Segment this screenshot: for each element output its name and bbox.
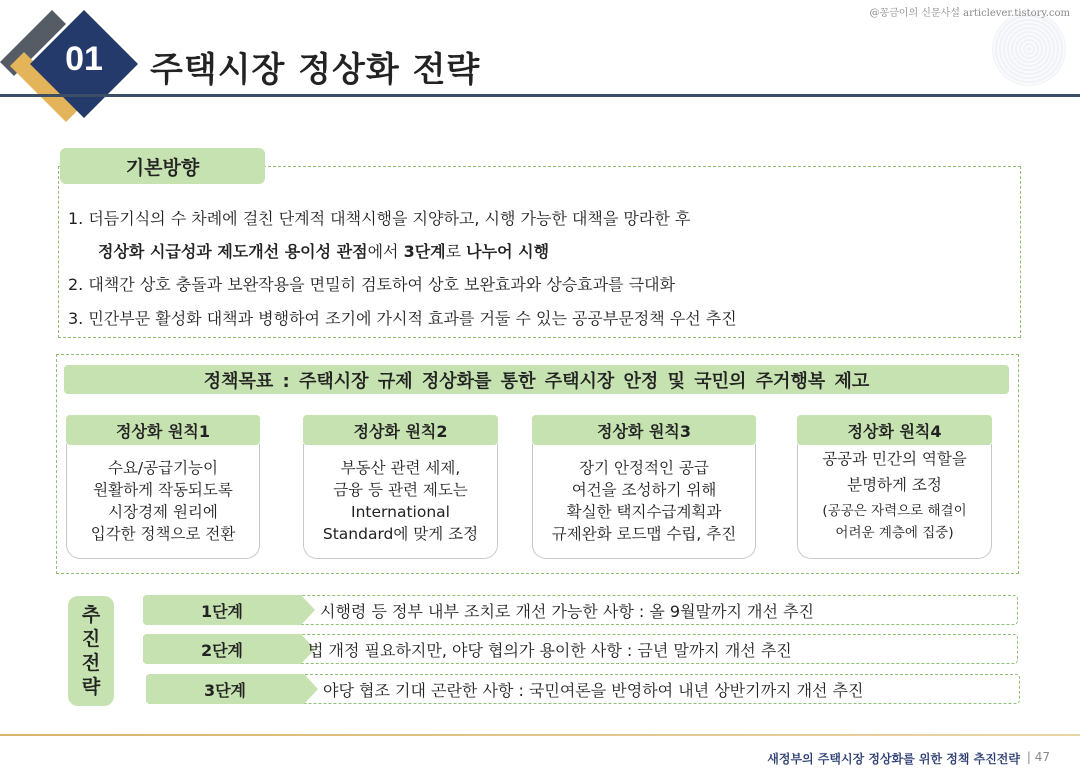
principle-3-title: 정상화 원칙3 bbox=[532, 415, 756, 445]
principle-4-title: 정상화 원칙4 bbox=[797, 415, 992, 445]
emphasis-text: 정상화 시급성과 제도개선 용이성 관점 bbox=[98, 242, 368, 261]
step-text: 시행령 등 정부 내부 조치로 개선 가능한 사항 : 올 9월말까지 개선 추진 bbox=[320, 601, 814, 621]
watermark-text: @꽁금이의 신문사설 articlever.tistory.com bbox=[869, 8, 1070, 19]
principle-line: 시장경제 원리에 bbox=[108, 503, 218, 521]
section-number: 01 bbox=[65, 40, 103, 78]
strategy-label-char: 전 bbox=[81, 652, 101, 674]
step-text: 법 개정 필요하지만, 야당 협의가 용이한 사항 : 금년 말까지 개선 추진 bbox=[308, 640, 792, 660]
strategy-label-char: 추 bbox=[81, 604, 101, 626]
principle-line: 분명하게 조정 bbox=[847, 476, 942, 494]
strategy-step-3 bbox=[146, 674, 1020, 704]
principle-line: 규제완화 로드맵 수립, 추진 bbox=[551, 525, 737, 543]
plain-text: 로 bbox=[445, 242, 467, 261]
principle-1-title: 정상화 원칙1 bbox=[66, 415, 260, 445]
principle-line: 부동산 관련 세제, bbox=[340, 459, 461, 477]
page-number: | 47 bbox=[1026, 750, 1050, 764]
basic-direction-line-1b bbox=[98, 239, 549, 262]
basic-direction-line-1: 1. 더듬기식의 수 차례에 걸친 단계적 대책시행을 지양하고, 시행 가능한 대책을 망라한 후 bbox=[68, 209, 691, 228]
basic-direction-label: 기본방향 bbox=[60, 148, 265, 184]
principle-line: 여건을 조성하기 위해 bbox=[571, 481, 717, 499]
strategy-label-char: 진 bbox=[81, 628, 101, 650]
basic-direction-line-3: 3. 민간부문 활성화 대책과 병행하여 조기에 가시적 효과를 거둘 수 있는 공공부문정책 우선 추진 bbox=[68, 309, 737, 328]
principle-3-body bbox=[532, 444, 756, 559]
principle-line: International bbox=[351, 503, 450, 521]
strategy-label-char: 략 bbox=[81, 676, 101, 698]
principle-1-body bbox=[66, 444, 260, 559]
principle-line: 입각한 정책으로 전환 bbox=[90, 525, 236, 543]
footer-divider bbox=[0, 734, 1080, 736]
principle-2-body bbox=[303, 444, 498, 559]
step-stage: 2단계 bbox=[143, 634, 301, 664]
principle-2-title: 정상화 원칙2 bbox=[303, 415, 498, 445]
watermark-seal bbox=[992, 12, 1066, 86]
step-text: 야당 협조 기대 곤란한 사항 : 국민여론을 반영하여 내년 상반기까지 개선 추진 bbox=[323, 680, 864, 700]
principle-line: 원활하게 작동되도록 bbox=[93, 481, 233, 499]
footer-title: 새정부의 주택시장 정상화를 위한 정책 추진전략 bbox=[767, 752, 1020, 766]
principle-line: 어려운 계층에 집중) bbox=[835, 525, 954, 541]
header-divider bbox=[0, 94, 1080, 97]
basic-direction-line-2: 2. 대책간 상호 충돌과 보완작용을 면밀히 검토하여 상호 보완효과와 상승효과를 극대화 bbox=[68, 275, 676, 294]
principle-line: 금융 등 관련 제도는 bbox=[333, 481, 468, 499]
principle-line: 장기 안정적인 공급 bbox=[579, 459, 709, 477]
principle-line: 수요/공급기능이 bbox=[107, 459, 219, 477]
principle-line: (공공은 자력으로 해결이 bbox=[822, 503, 967, 519]
principle-line: Standard에 맞게 조정 bbox=[322, 525, 479, 543]
emphasis-text: 3단계 bbox=[403, 242, 446, 261]
emphasis-text: 나누어 시행 bbox=[466, 242, 550, 261]
principle-line: 확실한 택지수급계획과 bbox=[566, 503, 722, 521]
strategy-step-2 bbox=[143, 634, 1018, 664]
step-stage: 1단계 bbox=[143, 595, 301, 625]
strategy-step-1 bbox=[143, 595, 1018, 625]
policy-goal: 정책목표 : 주택시장 규제 정상화를 통한 주택시장 안정 및 국민의 주거행복 제고 bbox=[64, 365, 1009, 394]
step-stage: 3단계 bbox=[146, 674, 304, 704]
page-title: 주택시장 정상화 전략 bbox=[150, 50, 481, 90]
strategy-label bbox=[68, 596, 114, 706]
plain-text: 에서 bbox=[367, 242, 404, 261]
principle-line: 공공과 민간의 역할을 bbox=[822, 450, 967, 468]
principle-4-body bbox=[797, 444, 992, 559]
